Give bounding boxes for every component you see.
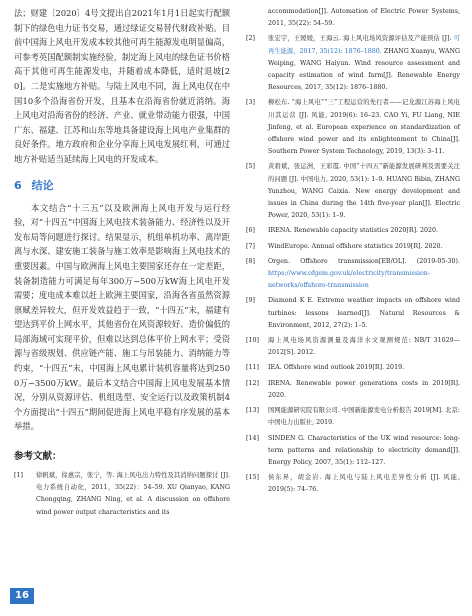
- reference-index: [11]: [246, 364, 259, 372]
- reference-text: 黄碧斌，张运洲，王彩霞. 中国“十四五”新能源发展研判及需要关注的问题 [J]. 中国电力, 2020, 53(1): 1–9. HUANG Bibin, ZHANG Yunzhou, WANG Caixia. New energy development and issues in China during the 14th five-year plan[J]. Electric Power, 2020, 53(1): 1–9.: [268, 163, 460, 220]
- reference-link[interactable]: 可再生能源，2017, 35(12): 1876–1880.: [268, 35, 460, 55]
- reference-item: [246, 33, 460, 94]
- reference-item: [14, 470, 230, 519]
- reference-text: accommodation[J]. Automation of Electric Power Systems, 2011, 35(22): 54–59.: [268, 8, 460, 28]
- reference-text: IEA. Offshore wind outlook 2019[R]. 2019.: [268, 364, 405, 372]
- reference-item: [246, 472, 460, 496]
- left-column: [14, 6, 230, 522]
- reference-item: [246, 295, 460, 332]
- reference-index: [5]: [246, 163, 255, 171]
- reference-text: 海上风电场风资源测量及海洋水文观测规范: NB/T 31029—2012[S]. 2012.: [268, 337, 460, 357]
- reference-index: [10]: [246, 337, 259, 345]
- reference-item: [246, 335, 460, 359]
- intro-paragraph: 法；财建〔2020〕4号文提出自2021年1月1日起实行配额制下的绿色电力证书交易，通过绿证交易替代财政补贴。目前中国海上风电开发成本较其他可再生能源发电明显偏高，可参考英国配额制实施经验，制定海上风电的绿色证书价格高于其他可再生能源发电，并随着成本降低，适时退坡[20]。二是实施地方补贴。与陆上风电不同，海上风电仅在中国10多个沿海省份开发，且基本在沿海省份就近消纳。海上风电对沿海省份的经济、产业、就业带动能力很强，中国广东、福建、江苏和山东等地具备建设海上风电产业集群的良好条件。地方政府和企业分享海上风电发展红利，可通过地方补贴适当延续海上风电的开发成本。: [14, 8, 230, 164]
- reference-text: IRENA. Renewable capacity statistics 2020[R]. 2020.: [268, 227, 439, 235]
- reference-index: [12]: [246, 379, 259, 387]
- reference-index: [1]: [14, 472, 23, 480]
- reference-item: [246, 378, 460, 402]
- reference-item: [246, 405, 460, 429]
- reference-link[interactable]: https://www.ofgem.gov.uk/electricity/transmission-networks/offshore-transmission: [268, 270, 430, 290]
- references-title: 参考文献：: [14, 451, 62, 463]
- conclusion-paragraph: 本文结合“十三五”以及欧洲海上风电开发与运行经验，对“十四五”中国海上风电技术装备能力、经济性以及开发布局等问题进行探讨。结果显示，机组单机功率、离岸距离与水深、建安施工装备与施工效率是影响海上风电技术的重要因素。中国与欧洲海上风电主要国家还存在一定差距，装备制造能力可满足每年300万~500万kW海上风电开发需要；度电成本难以赶上欧洲主要国家，沿海各省虽然资源禀赋差异较大，但开发效益趋于一致，“十四五”末，福建有望达到平价上网水平，其他省份在风资源较好、造价偏低的局部海域可实现平价，但难以达到总体平价上网水平；受资源与省级规划、供应链产能、施工与吊装能力、消纳能力等约束，“十四五”末，中国海上风电累计装机容量将达到2500万~3500万kW。最后本文结合中国海上风电发展基本情况，分别从资源评估、机组选型、安全运行以及政策机制4个方面提出“十四五”期间促进海上风电平稳有序发展的基本举措。: [14, 202, 230, 432]
- reference-text: Orgen. Offshore transmission[EB/OL]. (2019-05-30).: [268, 257, 460, 265]
- reference-text: Diamond K E. Extreme weather impacts on offshore wind turbines: lessons learned[J]. Natural Resources & Environment, 2012, 27(2): 1–5.: [268, 297, 460, 329]
- section-heading: [14, 177, 230, 193]
- reference-index: [13]: [246, 407, 259, 415]
- reference-text-en: ZHANG Xuanyu, WANG Weiping, WANG Haiyun. Wind resource assessment and capacity estimation of wind farm[J]. Renewable Energy Resources, 2017, 35(12): 1876–1880.: [268, 47, 460, 92]
- reference-item: [246, 433, 460, 470]
- reference-text: 侯东昇，胡金岩. 海上风电与陆上风电差异性分析 [J]. 风能, 2019(5): 74–76.: [268, 474, 460, 494]
- section-title: 结论: [31, 178, 54, 192]
- reference-index: [3]: [246, 99, 255, 107]
- reference-item: [246, 225, 460, 237]
- reference-item: [246, 161, 460, 222]
- reference-item: [246, 6, 460, 30]
- reference-item: [246, 97, 460, 158]
- reference-index: [2]: [246, 35, 255, 43]
- reference-text: 徐帆斌，徐惠宗，张宁，等. 海上风电出力特性及其消纳问题探讨 [J]. 电力系统自动化，2011，35(22)：54–59. XU Qianyao, KANG Chongqing, ZHANG Ning, et al. A discussion on offshore wind power output characteristics and its: [36, 472, 230, 516]
- reference-text: 柳松东. “海上风电”“三”工程运营的先行者——记龙源江苏海上风电川其运营 [J]. 风能, 2019(6): 16–23. CAO Yi, FU Liang, NIE Jinfeng, et al. European experience on standardization of offshore wind power and its enlightenment to China[J]. Southern Power System Technology, 2019, 13(3): 3–11.: [268, 99, 460, 156]
- reference-item: [246, 362, 460, 374]
- page-number: 16: [10, 588, 34, 604]
- reference-index: [7]: [246, 242, 255, 250]
- reference-text: 张宏宇，王媛媛，王海云. 海上风电场风资源评估及产能预估 [J].: [268, 35, 452, 43]
- reference-index: [14]: [246, 434, 259, 442]
- reference-text: IRENA. Renewable power generations costs in 2019[R]. 2020.: [268, 379, 460, 399]
- reference-index: [15]: [246, 474, 259, 482]
- reference-text: 国网能源研究院有限公司. 中国新能源发电分析报告 2019[M]. 北京: 中国电力出版社, 2019.: [268, 407, 460, 427]
- reference-text: SINDEN G. Characteristics of the UK wind resource: long-term patterns and relationship to electricity demand[J]. Energy Policy, 2007, 35(1): 112–127.: [268, 434, 460, 466]
- right-column: [246, 6, 460, 500]
- reference-text: WindEurope. Annual offshore statistics 2019[R]. 2020.: [268, 242, 443, 250]
- reference-index: [9]: [246, 297, 255, 305]
- section-number: 6: [14, 178, 22, 192]
- reference-item: [246, 256, 460, 293]
- reference-index: [8]: [246, 257, 255, 265]
- reference-index: [6]: [246, 227, 255, 235]
- reference-item: [246, 241, 460, 253]
